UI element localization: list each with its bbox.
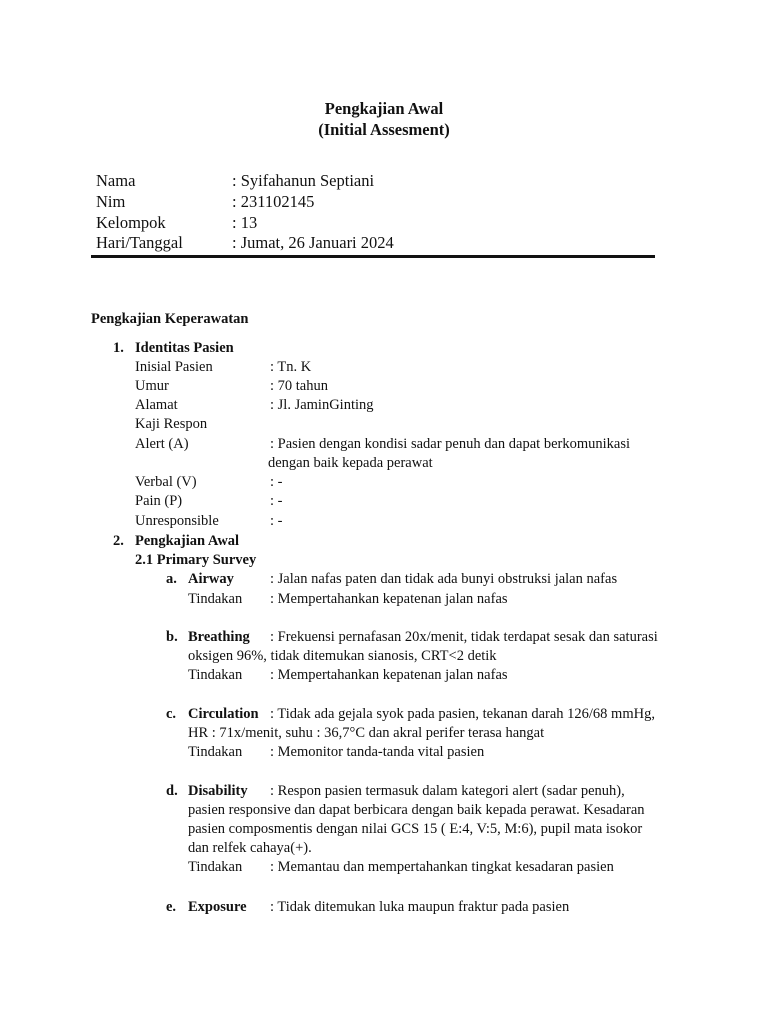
field-value: : - — [270, 474, 283, 490]
survey-letter: b. — [166, 629, 178, 645]
identity-label: Hari/Tanggal — [96, 233, 183, 252]
document-subtitle: (Initial Assesment) — [318, 120, 450, 139]
section-title: Pengkajian Keperawatan — [91, 311, 249, 327]
field-label: Unresponsible — [135, 513, 219, 529]
primary-survey-heading: 2.1 Primary Survey — [135, 552, 257, 568]
survey-circulation-label: Circulation — [188, 706, 259, 722]
survey-disability-value-continued: pasien responsive dan dapat berbicara dengan baik kepada perawat. Kesadaran — [188, 802, 645, 818]
survey-breathing-label: Breathing — [188, 629, 250, 645]
field-label: Kaji Respon — [135, 416, 208, 432]
item-number: 2. — [113, 533, 124, 549]
tindakan-label: Tindakan — [188, 859, 243, 875]
identity-label: Nim — [96, 192, 126, 211]
tindakan-label: Tindakan — [188, 667, 243, 683]
survey-letter: d. — [166, 783, 178, 799]
field-label: Pain (P) — [135, 493, 183, 509]
survey-breathing-value: : Frekuensi pernafasan 20x/menit, tidak terdapat sesak dan saturasi — [270, 629, 658, 645]
tindakan-value: : Memonitor tanda-tanda vital pasien — [270, 744, 485, 760]
survey-circulation-value: : Tidak ada gejala syok pada pasien, tekanan darah 126/68 mmHg, — [270, 706, 655, 722]
identity-row-hari-tanggal — [96, 232, 394, 253]
survey-airway-value: : Jalan nafas paten dan tidak ada bunyi obstruksi jalan nafas — [270, 571, 618, 587]
identity-value: : Syifahanun Septiani — [232, 171, 375, 190]
survey-circulation-value-continued: HR : 71x/menit, suhu : 36,7°C dan akral perifer terasa hangat — [188, 725, 545, 741]
pengkajian-awal-heading: Pengkajian Awal — [135, 533, 240, 549]
header-divider — [91, 255, 655, 258]
survey-breathing-value-continued: oksigen 96%, tidak ditemukan sianosis, CRT<2 detik — [188, 648, 497, 664]
survey-disability-value-continued: dan relfek cahaya(+). — [188, 840, 312, 856]
identity-value: : 231102145 — [232, 192, 315, 211]
field-label: Alert (A) — [135, 436, 189, 452]
survey-letter: e. — [166, 899, 177, 915]
tindakan-label: Tindakan — [188, 591, 243, 607]
identity-label: Nama — [96, 171, 136, 190]
tindakan-label: Tindakan — [188, 744, 243, 760]
field-value-continued: dengan baik kepada perawat — [268, 455, 433, 471]
tindakan-value: : Memantau dan mempertahankan tingkat kesadaran pasien — [270, 859, 614, 875]
field-value: : Tn. K — [270, 359, 312, 375]
field-value: : Jl. JaminGinting — [270, 397, 374, 413]
survey-exposure-value: : Tidak ditemukan luka maupun fraktur pada pasien — [270, 899, 570, 915]
field-label: Verbal (V) — [135, 474, 197, 490]
identity-row-nim — [96, 191, 314, 212]
field-value: : - — [270, 513, 283, 529]
survey-disability-value-continued: pasien composmentis dengan nilai GCS 15 ( E:4, V:5, M:6), pupil mata isokor — [188, 821, 643, 837]
identity-value: : 13 — [232, 213, 258, 232]
field-label: Umur — [135, 378, 169, 394]
field-value: : 70 tahun — [270, 378, 328, 394]
survey-airway-label: Airway — [188, 571, 234, 587]
survey-letter: c. — [166, 706, 177, 722]
field-label: Alamat — [135, 397, 178, 413]
identity-row-nama — [96, 170, 374, 191]
identity-value: : Jumat, 26 Januari 2024 — [232, 233, 394, 252]
identitas-heading: Identitas Pasien — [135, 340, 234, 356]
survey-disability-label: Disability — [188, 783, 248, 799]
document-title: Pengkajian Awal — [324, 99, 444, 118]
field-label: Inisial Pasien — [135, 359, 213, 375]
survey-disability-value: : Respon pasien termasuk dalam kategori alert (sadar penuh), — [270, 783, 625, 799]
field-value: : - — [270, 493, 283, 509]
tindakan-value: : Mempertahankan kepatenan jalan nafas — [270, 667, 508, 683]
identity-label: Kelompok — [96, 213, 166, 232]
item-number: 1. — [113, 340, 124, 356]
tindakan-value: : Mempertahankan kepatenan jalan nafas — [270, 591, 508, 607]
field-value: : Pasien dengan kondisi sadar penuh dan dapat berkomunikasi — [270, 436, 631, 452]
identity-row-kelompok — [96, 212, 257, 233]
survey-letter: a. — [166, 571, 177, 587]
survey-exposure-label: Exposure — [188, 899, 247, 915]
